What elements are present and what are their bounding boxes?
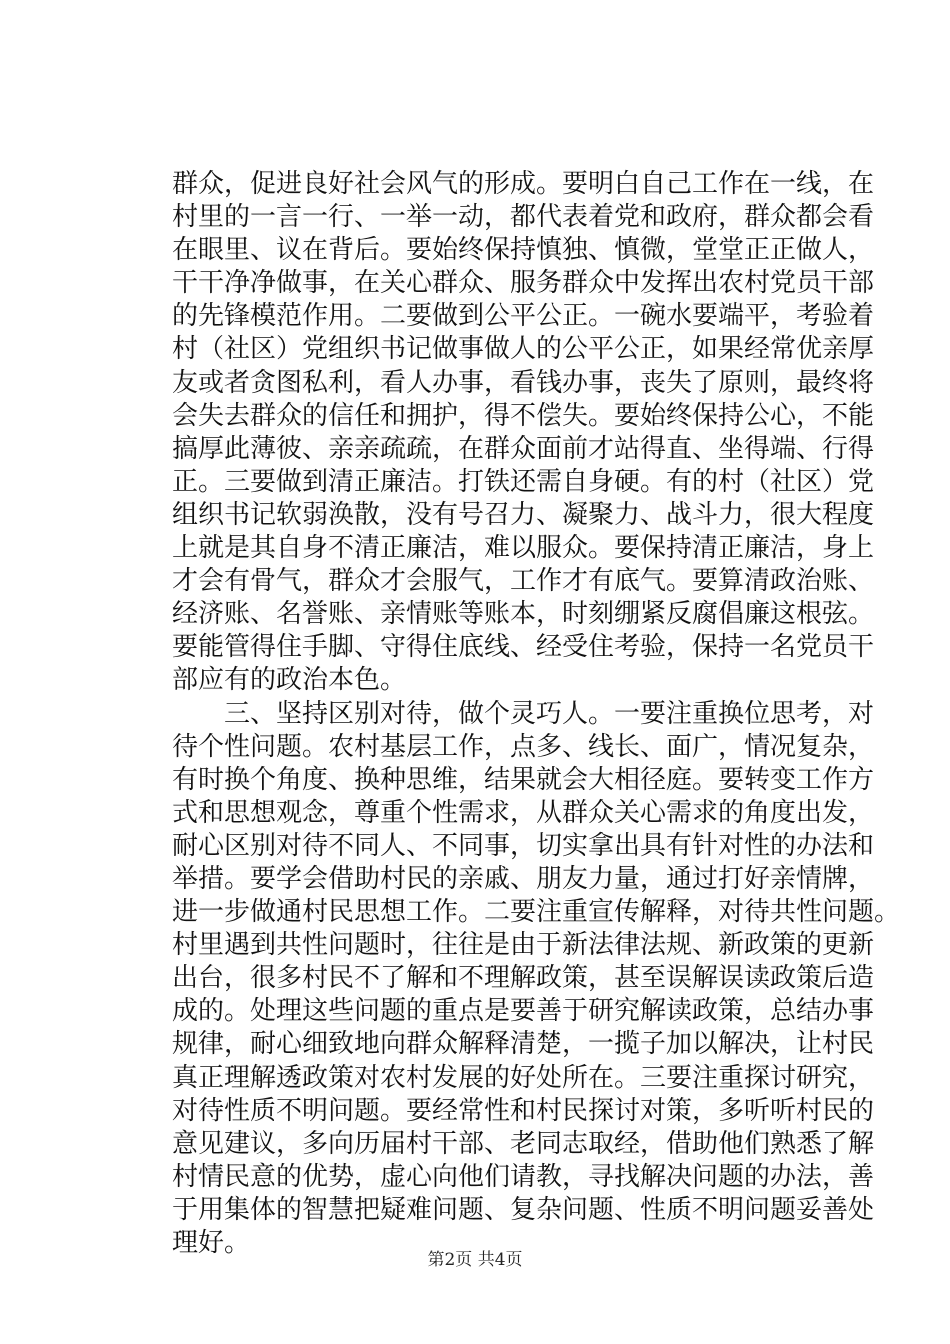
text-line: 会失去群众的信任和拥护，得不偿失。要始终保持公心，不能	[172, 400, 875, 431]
text-line: 待个性问题。农村基层工作，点多、线长、面广，情况复杂，	[172, 731, 875, 762]
document-body	[172, 168, 901, 1260]
text-line: 经济账、名誉账、亲情账等账本，时刻绷紧反腐倡廉这根弦。	[172, 599, 875, 630]
text-line: 村情民意的优势，虚心向他们请教，寻找解决问题的办法，善	[172, 1161, 875, 1192]
text-line: 三、坚持区别对待，做个灵巧人。一要注重换位思考，对	[224, 698, 875, 729]
text-line: 于用集体的智慧把疑难问题、复杂问题、性质不明问题妥善处	[172, 1194, 875, 1225]
text-line: 有时换个角度、换种思维，结果就会大相径庭。要转变工作方	[172, 764, 875, 795]
paragraph-2	[172, 698, 901, 1261]
text-line: 友或者贪图私利，看人办事，看钱办事，丧失了原则，最终将	[172, 367, 875, 398]
text-line: 组织书记软弱涣散，没有号召力、凝聚力、战斗力，很大程度	[172, 499, 875, 530]
text-line: 举措。要学会借助村民的亲戚、朋友力量，通过打好亲情牌，	[172, 863, 875, 894]
text-line: 才会有骨气，群众才会服气，工作才有底气。要算清政治账、	[172, 566, 875, 597]
text-line: 村里的一言一行、一举一动，都代表着党和政府，群众都会看	[172, 202, 875, 233]
page-footer: 第2页 共4页	[427, 1250, 523, 1270]
text-line: 意见建议，多向历届村干部、老同志取经，借助他们熟悉了解	[172, 1128, 875, 1159]
text-line: 上就是其自身不清正廉洁，难以服众。要保持清正廉洁，身上	[172, 533, 875, 564]
text-line: 群众，促进良好社会风气的形成。要明白自己工作在一线，在	[172, 169, 875, 199]
text-line: 真正理解透政策对农村发展的好处所在。三要注重探讨研究，	[172, 1062, 875, 1093]
text-line: 部应有的政治本色。	[172, 665, 407, 696]
text-line: 在眼里、议在背后。要始终保持慎独、慎微，堂堂正正做人，	[172, 235, 875, 266]
text-line: 村（社区）党组织书记做事做人的公平公正，如果经常优亲厚	[172, 334, 875, 365]
text-line: 耐心区别对待不同人、不同事，切实拿出具有针对性的办法和	[172, 830, 875, 861]
text-line: 干干净净做事，在关心群众、服务群众中发挥出农村党员干部	[172, 268, 875, 299]
text-line: 规律，耐心细致地向群众解释清楚，一揽子加以解决，让村民	[172, 1029, 875, 1060]
text-line: 理好。	[172, 1228, 251, 1258]
text-line: 成的。处理这些问题的重点是要善于研究解读政策，总结办事	[172, 996, 875, 1027]
text-line: 村里遇到共性问题时，往往是由于新法律法规、新政策的更新	[172, 930, 875, 961]
text-line: 式和思想观念，尊重个性需求，从群众关心需求的角度出发，	[172, 797, 875, 828]
text-line: 搞厚此薄彼、亲亲疏疏，在群众面前才站得直、坐得端、行得	[172, 433, 875, 464]
text-line: 正。三要做到清正廉洁。打铁还需自身硬。有的村（社区）党	[172, 466, 875, 497]
text-line: 对待性质不明问题。要经常性和村民探讨对策，多听听村民的	[172, 1095, 875, 1126]
text-line: 进一步做通村民思想工作。二要注重宣传解释，对待共性问题。	[172, 897, 901, 928]
text-line: 的先锋模范作用。二要做到公平公正。一碗水要端平，考验着	[172, 301, 875, 332]
text-line: 要能管得住手脚、守得住底线、经受住考验，保持一名党员干	[172, 632, 875, 663]
text-line: 出台，很多村民不了解和不理解政策，甚至误解误读政策后造	[172, 963, 875, 994]
paragraph-1	[172, 168, 875, 698]
